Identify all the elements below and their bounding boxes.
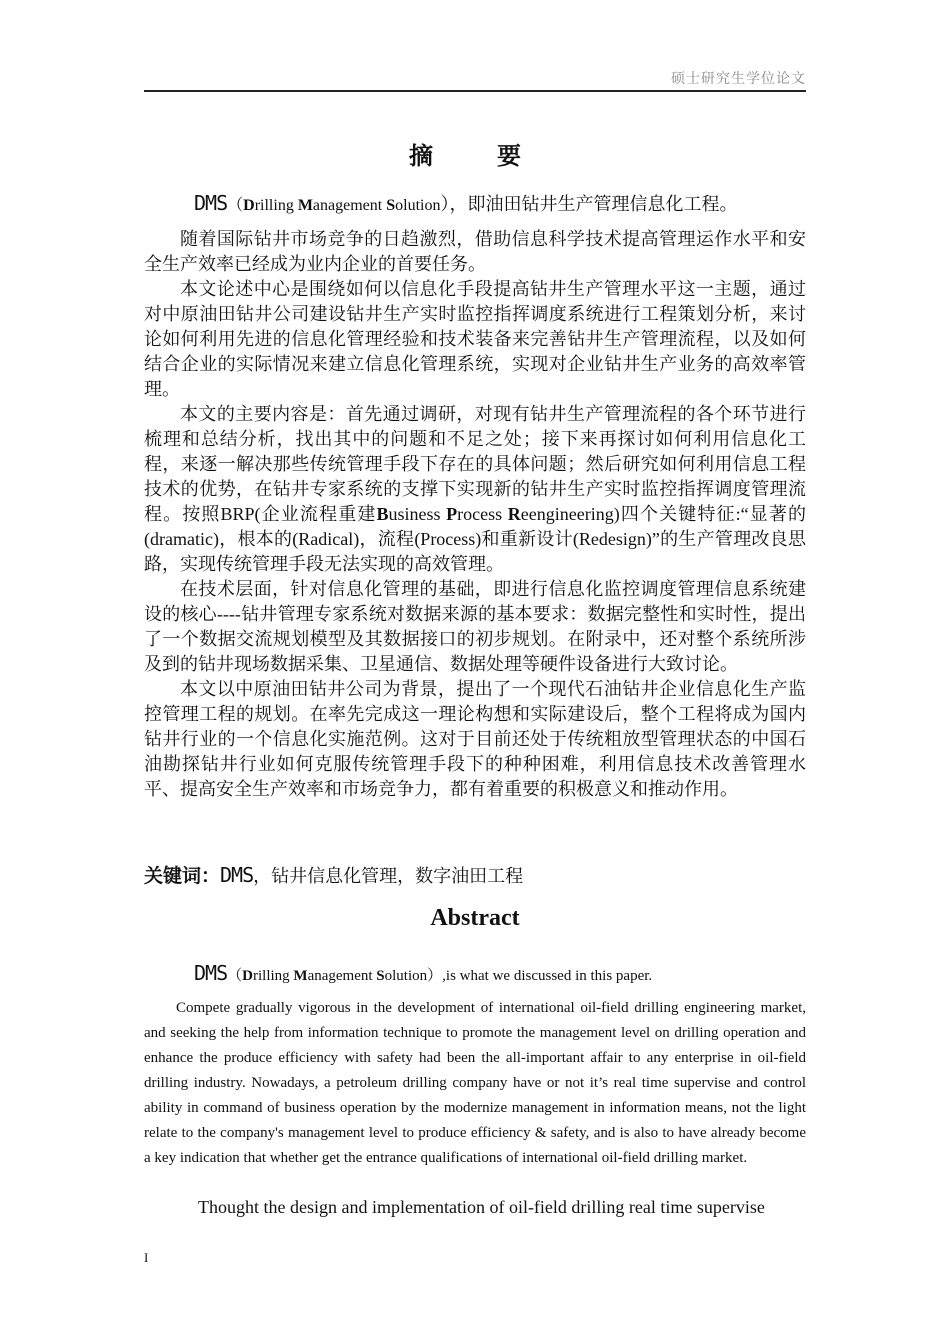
abstract-cn-intro: DMS（Drilling Management Solution），即油田钻井生产管理信息化工程。 <box>194 191 738 215</box>
abstract-cn-body <box>144 227 806 802</box>
abstract-cn-paragraph-bpr: 本文的主要内容是：首先通过调研，对现有钻井生产管理流程的各个环节进行梳理和总结分析，找出其中的问题和不足之处；接下来再探讨如何利用信息化工程，来逐一解决那些传统管理手段下存在的具体问题；然后研究如何利用信息工程技术的优势，在钻井专家系统的支撑下实现新的钻井生产实时监控指挥调度管理流程。按照BRP(企业流程重建Business Process Reengineering)四个关键特征:“显著的(dramatic)，根本的(Radical)，流程(Process)和重新设计(Redesign)”的生产管理改良思路，实现传统管理手段无法实现的高效管理。 <box>144 404 807 574</box>
abstract-cn-paragraph: 在技术层面，针对信息化管理的基础，即进行信息化监控调度管理信息系统建设的核心----钻井管理专家系统对数据来源的基本要求：数据完整性和实时性，提出了一个数据交流规划模型及其数据接口的初步规划。在附录中，还对整个系统所涉及到的钻井现场数据采集、卫星通信、数据处理等硬件设备进行大致讨论。 <box>144 579 806 674</box>
abstract-en-paragraph: Compete gradually vigorous in the development of international oil-field drilling engineering market, and seeking the help from information technique to promote the management level on drilling operation and enhance the produce efficiency with safety had been the all-important affair to any enterprise in oil-field drilling industry. Nowadays, a petroleum drilling company have or not it’s real time supervise and control ability in command of business operation by the modernize management in information means, not the light relate to the company's management level to produce efficiency & safety, and is also to have already become a key indication that whether get the entrance qualifications of international oil-field drilling market. <box>144 1000 806 1166</box>
abstract-cn-title: 摘 要 <box>409 144 541 170</box>
abstract-en-last-line: Thought the design and implementation of oil-field drilling real time supervise <box>198 1197 765 1217</box>
keywords-label: 关键词： <box>144 866 221 887</box>
abstract-cn-paragraph: 本文论述中心是围绕如何以信息化手段提高钻井生产管理水平这一主题，通过对中原油田钻井公司建设钻井生产实时监控指挥调度系统进行工程策划分析，来讨论如何利用先进的信息化管理经验和技术装备来完善钻井生产管理流程，以及如何结合企业的实际情况来建立信息化管理系统，实现对企业钻井生产业务的高效率管理。 <box>144 279 806 399</box>
keywords: 关键词：DMS，钻井信息化管理，数字油田工程 <box>144 863 524 887</box>
abstract-en-intro: DMS（Drilling Management Solution）,is what we discussed in this paper. <box>194 961 653 985</box>
abstract-cn-paragraph: 随着国际钻井市场竞争的日趋激烈，借助信息科学技术提高管理运作水平和安全生产效率已经成为业内企业的首要任务。 <box>144 229 806 274</box>
abstract-cn-paragraph: 本文以中原油田钻井公司为背景，提出了一个现代石油钻井企业信息化生产监控管理工程的规划。在率先完成这一理论构想和实际建设后，整个工程将成为国内钻井行业的一个信息化实施范例。这对于目前还处于传统粗放型管理状态的中国石油勘探钻井行业如何克服传统管理手段下的种种困难，利用信息技术改善管理水平、提高安全生产效率和市场竞争力，都有着重要的积极意义和推动作用。 <box>144 679 806 799</box>
abstract-en-body <box>144 996 806 1171</box>
running-header: 硕士研究生学位论文 <box>144 68 806 92</box>
abstract-en-title: Abstract <box>430 905 520 931</box>
page-number: I <box>144 1250 149 1265</box>
